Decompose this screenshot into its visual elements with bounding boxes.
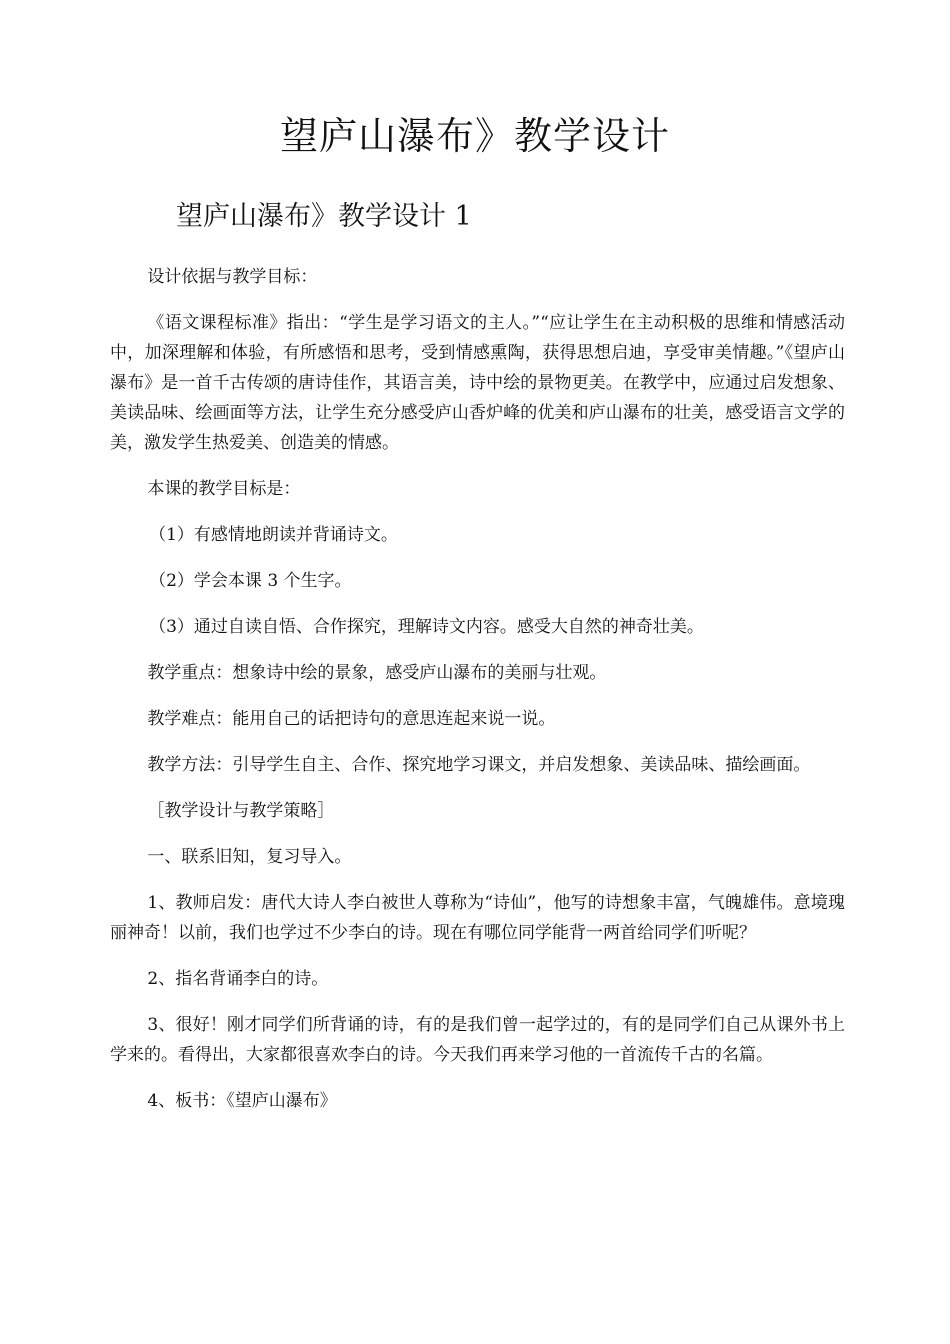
paragraph: 1、教师启发：唐代大诗人李白被世人尊称为“诗仙”，他写的诗想象丰富，气魄雄伟。意境瑰丽神奇！以前，我们也学过不少李白的诗。现在有哪位同学能背一两首给同学们听呢？ (110, 893, 845, 943)
objective-item: （1）有感情地朗读并背诵诗文。 (149, 525, 398, 545)
objective-item: （2）学会本课 3 个生字。 (149, 571, 352, 591)
objective-item: （3）通过自读自悟、合作探究，理解诗文内容。感受大自然的神奇壮美。 (149, 617, 704, 637)
paragraph: 本课的教学目标是： (147, 479, 301, 499)
document-body (110, 262, 845, 1132)
paragraph: 教学方法：引导学生自主、合作、探究地学习课文，并启发想象、美读品味、描绘画面。 (147, 755, 811, 775)
paragraph: 一、联系旧知，复习导入。 (147, 847, 352, 867)
paragraph: ［教学设计与教学策略］ (147, 801, 335, 821)
paragraph: 4、板书：《望庐山瀑布》 (147, 1091, 337, 1111)
paragraph: 教学难点：能用自己的话把诗句的意思连起来说一说。 (147, 709, 556, 729)
paragraph: 3、很好！刚才同学们所背诵的诗，有的是我们曾一起学过的，有的是同学们自己从课外书上学来的。看得出，大家都很喜欢李白的诗。今天我们再来学习他的一首流传千古的名篇。 (110, 1015, 845, 1065)
paragraph: 设计依据与教学目标： (147, 267, 318, 287)
section-title: 望庐山瀑布》教学设计 1 (176, 201, 472, 232)
paragraph: 教学重点：想象诗中绘的景象，感受庐山瀑布的美丽与壮观。 (147, 663, 607, 683)
paragraph: 2、指名背诵李白的诗。 (147, 969, 329, 989)
paragraph: 《语文课程标准》指出：“学生是学习语文的主人。”“应让学生在主动积极的思维和情感活动中，加深理解和体验，有所感悟和思考，受到情感熏陶，获得思想启迪，享受审美情趣。”《望庐山瀑布》是一首千古传颂的唐诗佳作，其语言美，诗中绘的景物更美。在教学中，应通过启发想象、美读品味、绘画面等方法，让学生充分感受庐山香炉峰的优美和庐山瀑布的壮美，感受语言文学的美，激发学生热爱美、创造美的情感。 (110, 313, 845, 453)
document-title: 望庐山瀑布》教学设计 (279, 114, 670, 158)
